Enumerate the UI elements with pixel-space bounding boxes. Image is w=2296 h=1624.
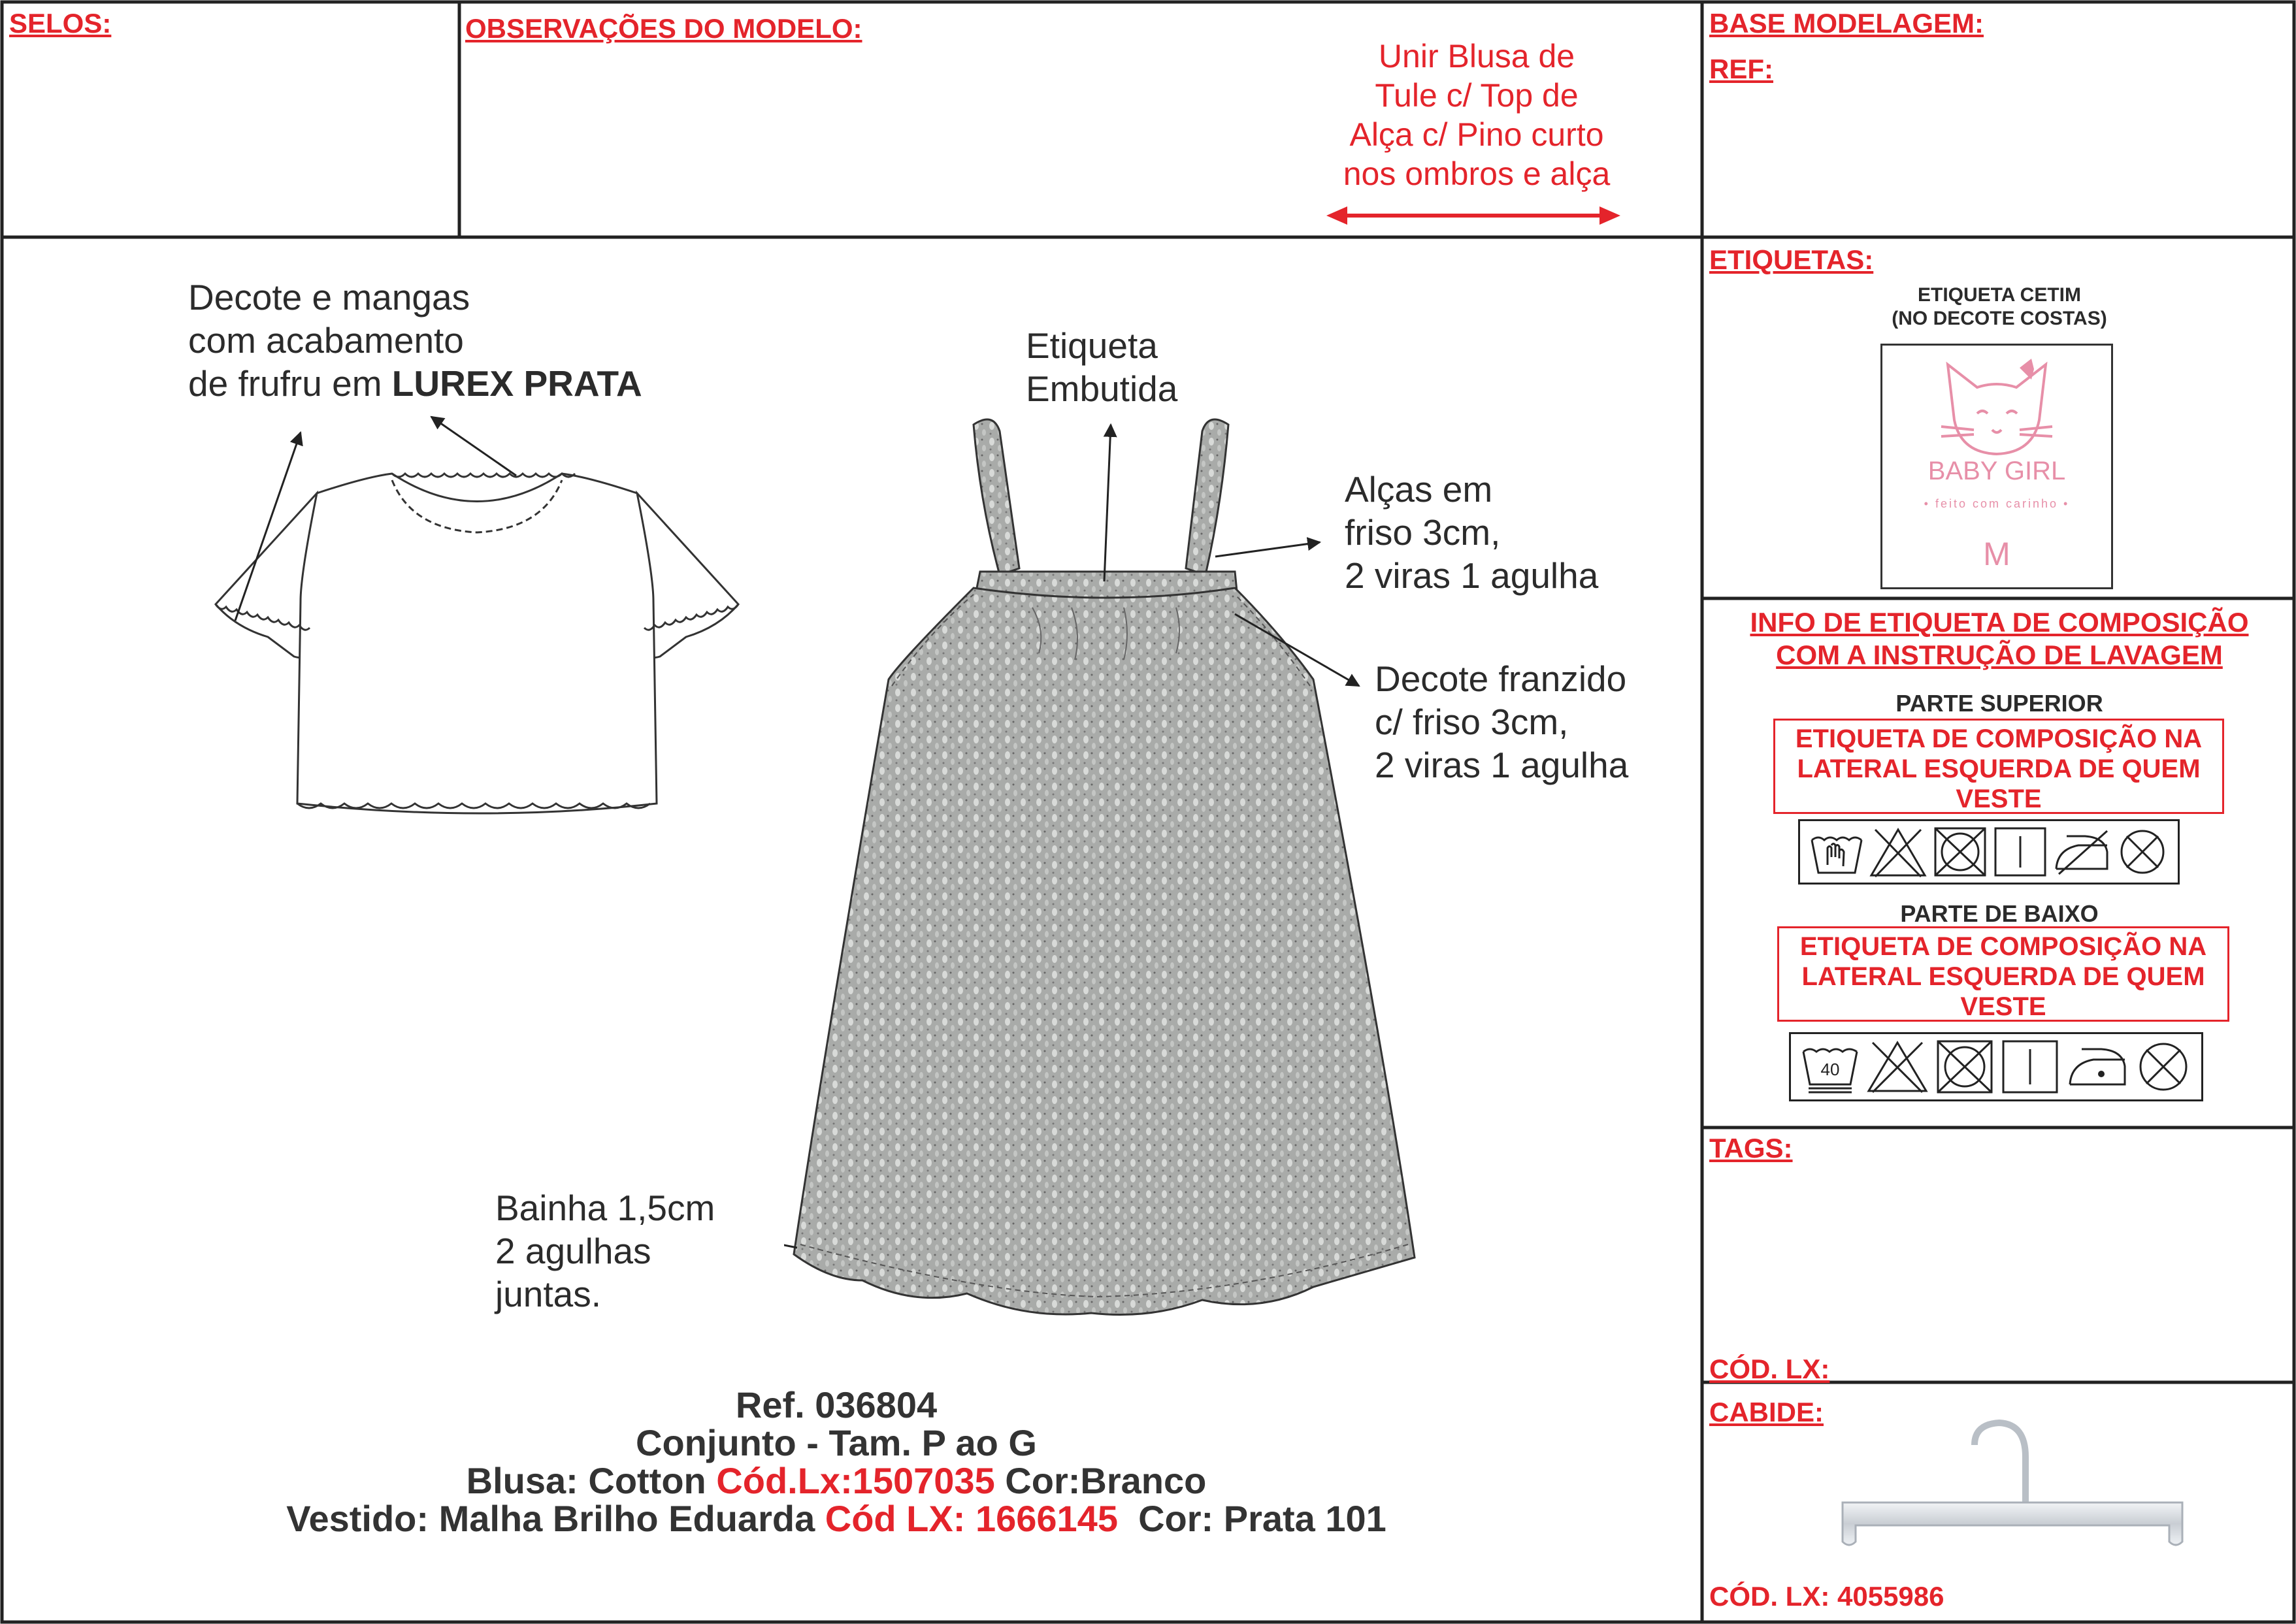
observacao-line: Tule c/ Top de: [1375, 77, 1579, 114]
note-bainha: [495, 1186, 715, 1316]
product-conjunto: Conjunto - Tam. P ao G: [636, 1422, 1037, 1463]
label-size: M: [1983, 536, 2010, 572]
hanger-icon: [1829, 1411, 2195, 1561]
baixo-text: [1777, 932, 2229, 1022]
note-line: 2 agulhas: [495, 1231, 651, 1271]
blusa-prefix: Blusa: Cotton: [466, 1460, 717, 1501]
note-line: [188, 362, 642, 405]
observacao-text: [1294, 37, 1660, 193]
product-vestido: [163, 1500, 1509, 1538]
note-line: juntas.: [495, 1274, 602, 1314]
no-dry-clean-icon: [2135, 1039, 2191, 1095]
note-line: c/ friso 3cm,: [1375, 702, 1569, 742]
tags-label: TAGS:: [1709, 1133, 1793, 1163]
note-decote-mangas: [188, 276, 642, 405]
line-dry-icon: [1993, 826, 2048, 878]
base-modelagem-label: BASE MODELAGEM:: [1709, 8, 1984, 39]
observacao-line: Alça c/ Pino curto: [1349, 116, 1604, 153]
cat-logo-icon: [1928, 348, 2065, 463]
baixo-line: VESTE: [1960, 992, 2046, 1021]
blusa-cod: Cód.Lx:1507035: [716, 1460, 995, 1501]
superior-line: ETIQUETA DE COMPOSIÇÃO NA: [1795, 724, 2203, 753]
no-dry-clean-icon: [2116, 826, 2169, 878]
note-line: friso 3cm,: [1345, 512, 1501, 553]
superior-line: VESTE: [1956, 785, 2042, 813]
composicao-title: [1712, 606, 2287, 672]
cetim-title-line: (NO DECOTE COSTAS): [1892, 308, 2107, 329]
superior-text: [1773, 724, 2224, 814]
superior-line: LATERAL ESQUERDA DE QUEM: [1797, 755, 2201, 783]
hand-wash-icon: [1809, 826, 1864, 878]
note-line: Decote franzido: [1375, 658, 1627, 699]
baixo-line: ETIQUETA DE COMPOSIÇÃO NA: [1799, 932, 2207, 961]
note-line: 2 viras 1 agulha: [1375, 745, 1629, 785]
cetim-title-line: ETIQUETA CETIM: [1918, 284, 2081, 306]
composicao-title-line: COM A INSTRUÇÃO DE LAVAGEM: [1776, 640, 2223, 670]
iron-icon: [2066, 1039, 2129, 1095]
cetim-title: [1843, 284, 2156, 331]
product-blusa: [163, 1462, 1509, 1500]
note-line: Embutida: [1026, 368, 1178, 409]
note-line: Decote e mangas: [188, 277, 470, 317]
blusa-cor: Cor:Branco: [994, 1460, 1207, 1501]
care-symbols-superior: [1798, 819, 2180, 885]
cabide-cod-label: CÓD. LX: 4055986: [1709, 1581, 1944, 1612]
dress-sketch: [784, 405, 1431, 1346]
wash-40-icon: [1801, 1039, 1860, 1095]
brand-tagline: • feito com carinho •: [1924, 497, 2070, 510]
observacao-line: nos ombros e alça: [1343, 155, 1611, 192]
brand-name: BABY GIRL: [1927, 457, 2066, 485]
product-ref: Ref. 036804: [735, 1384, 938, 1425]
note-line: com acabamento: [188, 320, 464, 361]
observacoes-label: OBSERVAÇÕES DO MODELO:: [465, 13, 862, 44]
no-bleach-icon: [1866, 1039, 1929, 1095]
wash-temp: 40: [1820, 1060, 1840, 1079]
note-etiqueta: [1026, 324, 1177, 410]
note-line: Alças em: [1345, 469, 1493, 510]
care-symbols-baixo: [1789, 1032, 2203, 1101]
vestido-cor: Cor: Prata 101: [1117, 1498, 1386, 1539]
note-line: 2 viras 1 agulha: [1345, 555, 1599, 596]
baixo-line: LATERAL ESQUERDA DE QUEM: [1801, 962, 2205, 991]
cetim-label-preview: [1880, 344, 2113, 589]
selos-label: SELOS:: [9, 8, 112, 39]
note-prefix: de frufru em: [188, 363, 392, 404]
etiquetas-label: ETIQUETAS:: [1709, 244, 1874, 275]
composicao-title-line: INFO DE ETIQUETA DE COMPOSIÇÃO: [1750, 607, 2249, 638]
vestido-prefix: Vestido: Malha Brilho Eduarda: [286, 1498, 825, 1539]
no-tumble-dry-icon: [1933, 826, 1988, 878]
observacao-line: Unir Blusa de: [1378, 38, 1575, 74]
arrow-both-icon: [1326, 204, 1620, 227]
note-line: Bainha 1,5cm: [495, 1188, 715, 1228]
no-bleach-icon: [1869, 826, 1927, 878]
iron-icon: [2052, 826, 2111, 878]
note-bold: LUREX PRATA: [391, 363, 642, 404]
no-tumble-dry-icon: [1935, 1039, 1994, 1095]
parte-baixo-label: PARTE DE BAIXO: [1900, 900, 2099, 927]
ref-label: REF:: [1709, 54, 1773, 84]
parte-superior-label: PARTE SUPERIOR: [1895, 690, 2103, 717]
line-dry-icon: [2001, 1039, 2059, 1095]
note-line: Etiqueta: [1026, 325, 1158, 366]
cabide-label: CABIDE:: [1709, 1397, 1824, 1427]
blouse-sketch: [196, 405, 771, 836]
tags-cod-label: CÓD. LX:: [1709, 1354, 1830, 1384]
vestido-cod: Cód LX: 1666145: [825, 1498, 1118, 1539]
